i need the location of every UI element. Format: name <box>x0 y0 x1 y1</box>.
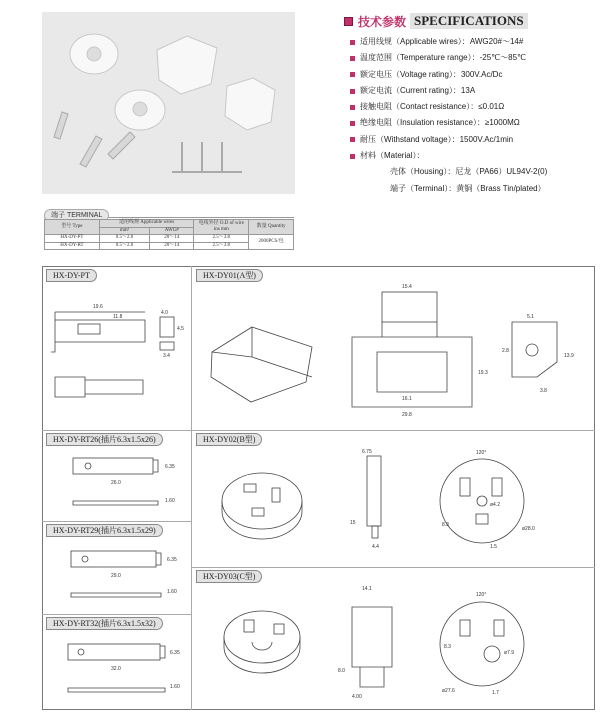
material-terminal: 端子（Terminal）：黄铜（Brass Tin/plated） <box>390 183 546 193</box>
dim-label: 1.7 <box>492 690 499 696</box>
dim-label: ø27.6 <box>442 688 455 694</box>
divider <box>42 521 191 522</box>
label-rt26: HX-DY-RT26(插片6.3x1.5x26) <box>46 433 163 446</box>
header-awg: AWG# <box>150 227 194 235</box>
bullet-icon <box>350 121 355 126</box>
product-photo-illustration <box>42 12 295 194</box>
dim-label: 3.8 <box>540 388 547 394</box>
product-photo <box>42 12 295 194</box>
dim-label: 8.3 <box>444 644 451 650</box>
dim-label: 1.60 <box>165 498 175 504</box>
dim-label: 120° <box>476 450 487 456</box>
label-pt: HX-DY-PT <box>46 269 97 282</box>
material-housing: 壳体（Housing）：尼龙（PA66）UL94V-2(0) <box>390 167 548 177</box>
bullet-icon <box>350 105 355 110</box>
label-rt29: HX-DY-RT29(插片6.3x1.5x29) <box>46 524 163 537</box>
dim-label: ø7.9 <box>504 650 515 656</box>
dim-label: 8.0 <box>338 668 345 674</box>
label-rt32: HX-DY-RT32(插片6.3x1.5x32) <box>46 617 163 630</box>
header-qty: 数量 Quantity <box>249 220 294 235</box>
dim-label: 4.0 <box>161 310 168 316</box>
spec-item: 额定电压（Voltage rating）： 300V.Ac/Dc <box>350 67 602 83</box>
dim-label: 26.0 <box>111 480 121 486</box>
drawing-rt32 <box>43 630 190 708</box>
drawing-rt29 <box>43 537 190 613</box>
drawing-rt26 <box>43 446 190 520</box>
dim-label: 6.35 <box>170 650 180 656</box>
spec-item: 额定电流（Current rating）： 13A <box>350 83 602 99</box>
header-type: 型号 Type <box>45 220 100 235</box>
bullet-square-icon <box>344 17 353 26</box>
table-row: HX-DY-PT 0.5～2.0 20～14 2.5～3.8 2000PCS/包 <box>45 235 294 243</box>
spec-item: 材料（Material）： <box>350 148 602 164</box>
dim-label: 3.4 <box>163 353 170 359</box>
spec-header <box>344 12 528 30</box>
terminal-section-title <box>44 204 294 218</box>
drawing-dy03 <box>192 582 594 708</box>
dim-label: ø4.2 <box>490 502 501 508</box>
spec-list <box>350 34 602 197</box>
bullet-icon <box>350 137 355 142</box>
bullet-icon <box>350 72 355 77</box>
dim-label: 1.60 <box>167 589 177 595</box>
dim-label: 4.4 <box>372 544 379 550</box>
dim-label: 32.0 <box>111 666 121 672</box>
dim-label: 29.8 <box>402 412 412 418</box>
header-od: 电线外径 O.D of wire ins mm <box>194 220 249 235</box>
divider <box>42 430 191 431</box>
dim-label: 16.1 <box>402 396 412 402</box>
dim-label: 15 <box>350 520 356 526</box>
table-row: HX-DY-RT 0.5～2.0 20～14 2.5～3.8 <box>45 242 294 250</box>
spec-title-cn: 技术参数 <box>358 14 407 29</box>
dim-label: 19.3 <box>478 370 488 376</box>
divider <box>42 614 191 615</box>
table-header-row <box>45 220 294 228</box>
divider <box>191 430 595 431</box>
dim-label: 1.5 <box>490 544 497 550</box>
dim-label: 13.9 <box>564 353 574 359</box>
bullet-icon <box>350 40 355 45</box>
dim-label: 15.4 <box>402 284 412 290</box>
header-mm2: mm² <box>99 227 149 235</box>
spec-item: 适用线规（Applicable wires）： AWG20#～14# <box>350 34 602 50</box>
spec-title-en: SPECIFICATIONS <box>410 13 528 29</box>
dim-label: 19.6 <box>93 304 103 310</box>
terminal-table <box>44 219 294 250</box>
label-dy01: HX-DY01(A型) <box>196 269 263 282</box>
bullet-icon <box>350 89 355 94</box>
dim-label: 5.1 <box>527 314 534 320</box>
dim-label: 4.5 <box>177 326 184 332</box>
dim-label: 11.8 <box>113 314 123 320</box>
label-dy02: HX-DY02(B型) <box>196 433 262 446</box>
dim-label: 29.0 <box>111 573 121 579</box>
drawing-dy01 <box>192 282 594 428</box>
dim-label: 6.75 <box>362 449 372 455</box>
dim-label: 8.3 <box>442 522 449 528</box>
terminal-title-pill: 端子 TERMINAL <box>44 209 109 222</box>
spec-item: 温度范围（Temperature range）： -25℃～85℃ <box>350 50 602 66</box>
spec-item: 绝缘电阻（Insulation resistance）： ≥1000MΩ <box>350 115 602 131</box>
label-dy03: HX-DY03(C型) <box>196 570 262 583</box>
dim-label: 2.8 <box>502 348 509 354</box>
header-wires: 适用线规 Applicable wires <box>99 220 194 228</box>
bullet-icon <box>350 154 355 159</box>
drawing-dy02 <box>192 446 594 566</box>
dim-label: 120° <box>476 592 487 598</box>
dim-label: 1.60 <box>170 684 180 690</box>
dim-label: 6.35 <box>165 464 175 470</box>
drawing-pt <box>43 282 190 428</box>
spec-item: 接触电阻（Contact resistance）： ≤0.01Ω <box>350 99 602 115</box>
divider <box>191 567 595 568</box>
dim-label: 4.00 <box>352 694 362 700</box>
bullet-icon <box>350 56 355 61</box>
spec-item: 耐压（Withstand voltage）： 1500V.Ac/1min <box>350 132 602 148</box>
dim-label: 6.35 <box>167 557 177 563</box>
dim-label: 14.1 <box>362 586 372 592</box>
dim-label: ø28.0 <box>522 526 535 532</box>
